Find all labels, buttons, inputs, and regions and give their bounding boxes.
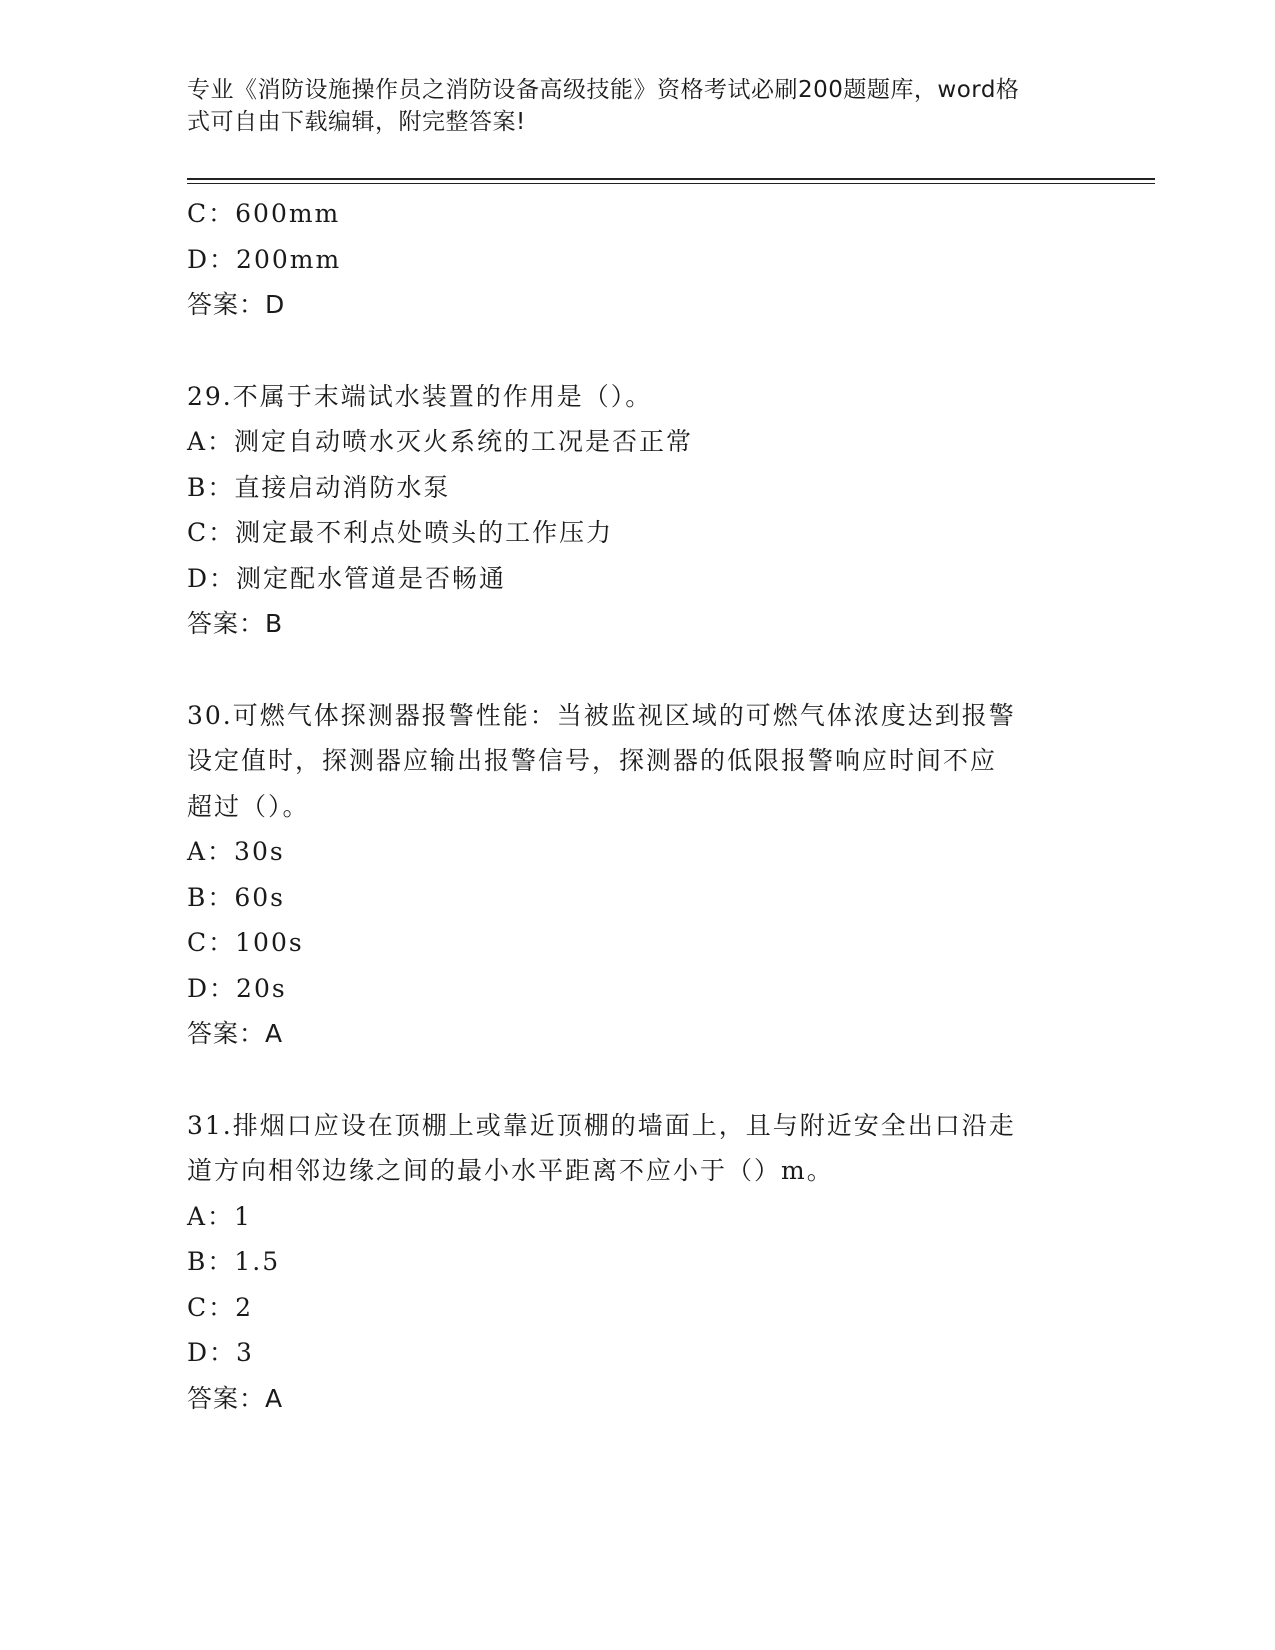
question-stem-line-3: 超过（）。 — [187, 791, 310, 821]
option-a: A：30s — [187, 837, 285, 866]
option-c: C：600mm — [187, 199, 341, 228]
question-stem-line-1: 30.可燃气体探测器报警性能：当被监视区域的可燃气体浓度达到报警 — [187, 700, 1016, 730]
document-header — [187, 74, 1067, 138]
header-line-1: 专业《消防设施操作员之消防设备高级技能》资格考试必刷200题题库，word格 — [187, 77, 1020, 103]
option-b: B：直接启动消防水泵 — [187, 472, 451, 502]
option-a: A：测定自动喷水灭火系统的工况是否正常 — [187, 427, 694, 456]
option-d: D：测定配水管道是否畅通 — [187, 563, 507, 593]
option-c: C：100s — [187, 928, 304, 957]
question-28-tail — [187, 191, 1087, 328]
option-c: C：2 — [187, 1292, 254, 1322]
answer-line: 答案：A — [187, 1383, 284, 1413]
header-rule-thick — [187, 178, 1155, 180]
question-31 — [187, 1103, 1087, 1422]
option-a: A：1 — [187, 1201, 252, 1231]
document-content — [187, 191, 1087, 1421]
option-b: B：60s — [187, 882, 286, 912]
question-stem-line-2: 设定值时，探测器应输出报警信号，探测器的低限报警响应时间不应 — [187, 746, 998, 775]
question-30 — [187, 693, 1087, 1057]
option-d: D：3 — [187, 1338, 254, 1367]
question-stem-line-1: 31.排烟口应设在顶棚上或靠近顶棚的墙面上，且与附近安全出口沿走 — [187, 1110, 1016, 1140]
answer-line: 答案：A — [187, 1019, 284, 1048]
answer-line: 答案：B — [187, 609, 284, 638]
option-d: D：200mm — [187, 244, 342, 274]
question-stem: 29.不属于末端试水装置的作用是（）。 — [187, 381, 653, 411]
header-rule-thin — [187, 183, 1155, 184]
header-line-2: 式可自由下载编辑，附完整答案! — [187, 109, 526, 135]
question-29 — [187, 374, 1087, 647]
option-d: D：20s — [187, 973, 287, 1003]
option-c: C：测定最不利点处喷头的工作压力 — [187, 518, 614, 547]
answer-line: 答案：D — [187, 290, 286, 319]
option-b: B：1.5 — [187, 1247, 281, 1276]
question-stem-line-2: 道方向相邻边缘之间的最小水平距离不应小于（）m。 — [187, 1156, 834, 1185]
